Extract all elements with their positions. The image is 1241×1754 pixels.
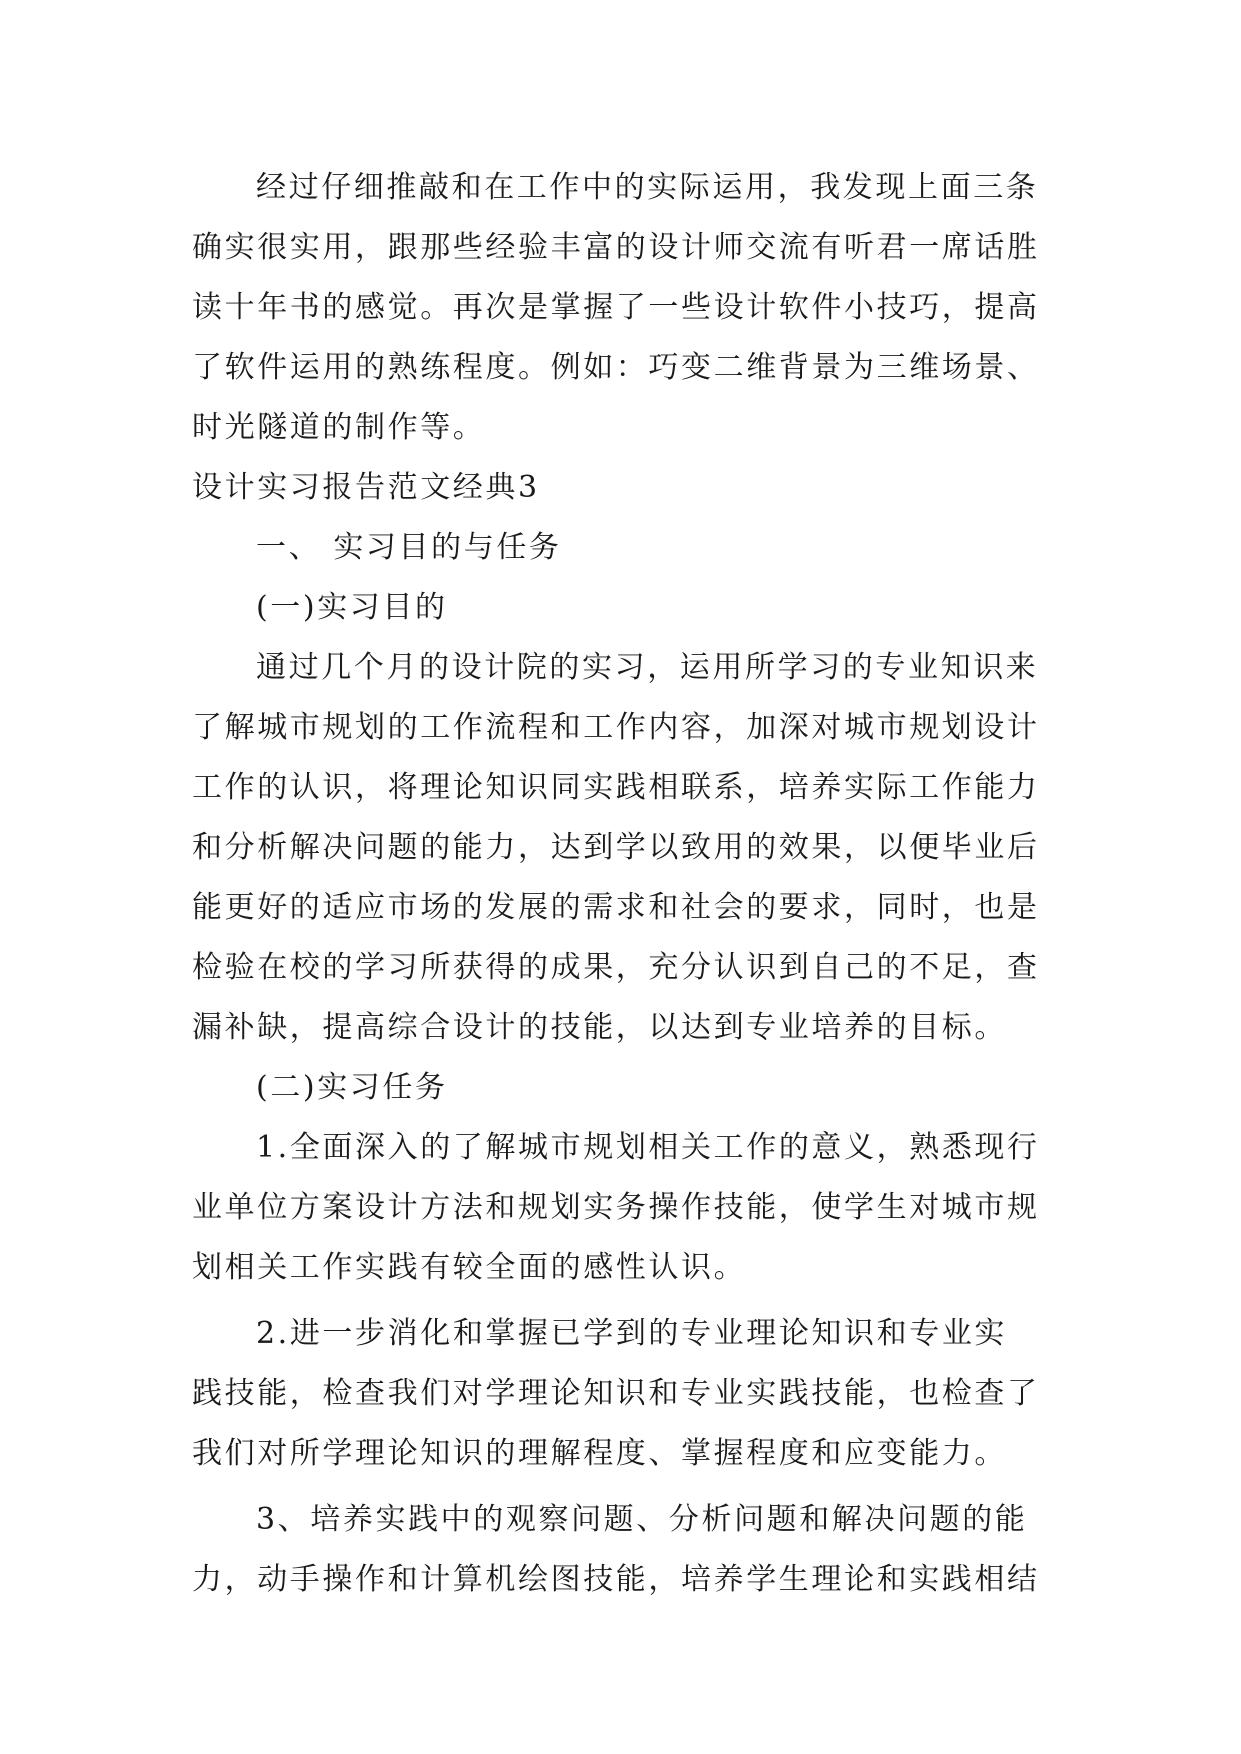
paragraph-line: 读十年书的感觉。再次是掌握了一些设计软件小技巧，提高 bbox=[192, 290, 1040, 325]
paragraph-line: 了解城市规划的工作流程和工作内容，加深对城市规划设计 bbox=[192, 710, 1040, 745]
paragraph-line: 时光隧道的制作等。 bbox=[192, 410, 486, 445]
document-body bbox=[192, 158, 1072, 1610]
paragraph-line: 确实很实用，跟那些经验丰富的设计师交流有听君一席话胜 bbox=[192, 230, 1040, 265]
paragraph-line: 2.进一步消化和掌握已学到的专业理论知识和专业实 bbox=[256, 1316, 1008, 1351]
paragraph-line: 3、培养实践中的观察问题、分析问题和解决问题的能 bbox=[256, 1502, 1028, 1537]
paragraph-line: 我们对所学理论知识的理解程度、掌握程度和应变能力。 bbox=[192, 1436, 1007, 1471]
paragraph-line: 能更好的适应市场的发展的需求和社会的要求，同时，也是 bbox=[192, 890, 1040, 925]
paragraph-line: 工作的认识，将理论知识同实践相联系，培养实际工作能力 bbox=[192, 770, 1040, 805]
subsection-heading: (二)实习任务 bbox=[256, 1070, 448, 1105]
section-heading: 设计实习报告范文经典3 bbox=[192, 470, 540, 505]
subsection-heading: (一)实习目的 bbox=[256, 590, 448, 625]
paragraph-line: 漏补缺，提高综合设计的技能，以达到专业培养的目标。 bbox=[192, 1010, 1007, 1045]
paragraph-line: 1.全面深入的了解城市规划相关工作的意义，熟悉现行 bbox=[256, 1130, 1040, 1165]
paragraph-line: 力，动手操作和计算机绘图技能，培养学生理论和实践相结 bbox=[192, 1562, 1040, 1597]
paragraph-line: 通过几个月的设计院的实习，运用所学习的专业知识来 bbox=[256, 650, 1039, 685]
paragraph-line: 践技能，检查我们对学理论知识和专业实践技能，也检查了 bbox=[192, 1376, 1040, 1411]
paragraph-line: 了软件运用的熟练程度。例如：巧变二维背景为三维场景、 bbox=[192, 350, 1040, 385]
paragraph-line: 业单位方案设计方法和规划实务操作技能，使学生对城市规 bbox=[192, 1190, 1040, 1225]
paragraph-line: 经过仔细推敲和在工作中的实际运用，我发现上面三条 bbox=[256, 170, 1039, 205]
subsection-heading: 一、 实习目的与任务 bbox=[256, 530, 562, 565]
paragraph-line: 和分析解决问题的能力，达到学以致用的效果，以便毕业后 bbox=[192, 830, 1040, 865]
paragraph-line: 检验在校的学习所获得的成果，充分认识到自己的不足，查 bbox=[192, 950, 1040, 985]
paragraph-line: 划相关工作实践有较全面的感性认识。 bbox=[192, 1250, 747, 1285]
